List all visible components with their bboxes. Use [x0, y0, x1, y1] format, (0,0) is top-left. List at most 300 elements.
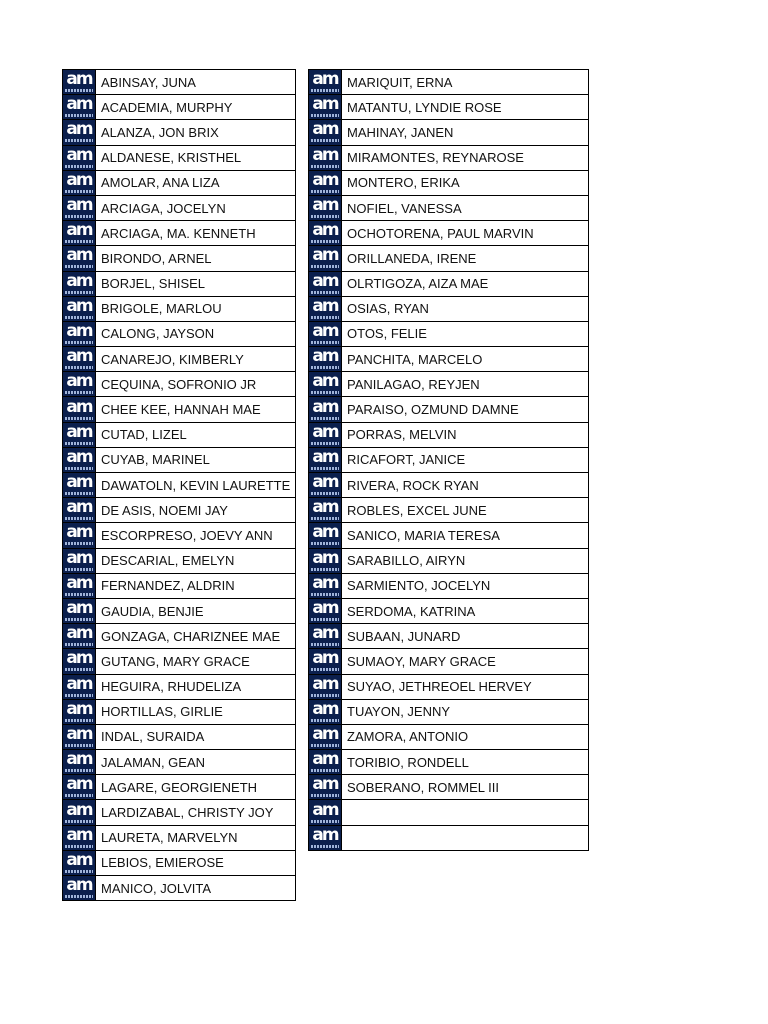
name-row: [309, 70, 589, 95]
logo-text: am: [312, 346, 338, 367]
logo-cell: [63, 321, 96, 346]
name-row: [309, 498, 589, 523]
am-logo-icon: [64, 776, 94, 798]
person-name: HEGUIRA, RHUDELIZA: [96, 674, 296, 699]
name-row: [309, 221, 589, 246]
name-row: [309, 750, 589, 775]
logo-cell: [63, 246, 96, 271]
logo-cell: [309, 775, 342, 800]
logo-text: am: [312, 320, 338, 341]
name-row: [63, 674, 296, 699]
person-name: GAUDIA, BENJIE: [96, 598, 296, 623]
logo-text: am: [312, 774, 338, 795]
am-logo-icon: [64, 650, 94, 672]
name-row: [63, 422, 296, 447]
am-logo-icon: [310, 270, 340, 295]
person-name: LAURETA, MARVELYN: [96, 825, 296, 850]
person-name: RIVERA, ROCK RYAN: [342, 473, 589, 498]
logo-subtext: [311, 769, 339, 772]
name-row: [309, 372, 589, 397]
logo-subtext: [311, 139, 339, 142]
person-name: PORRAS, MELVIN: [342, 422, 589, 447]
logo-subtext: [65, 139, 93, 142]
am-logo-icon: [64, 169, 94, 194]
logo-cell: [309, 170, 342, 195]
logo-cell: [309, 195, 342, 220]
logo-subtext: [311, 341, 339, 344]
person-name: CEQUINA, SOFRONIO JR: [96, 372, 296, 397]
person-name: SARABILLO, AIRYN: [342, 548, 589, 573]
person-name: ORILLANEDA, IRENE: [342, 246, 589, 271]
logo-cell: [63, 372, 96, 397]
logo-cell: [63, 95, 96, 120]
logo-subtext: [311, 593, 339, 596]
name-row: [309, 246, 589, 271]
am-logo-icon: [64, 96, 94, 118]
am-logo-icon: [310, 222, 340, 244]
name-row: [63, 548, 296, 573]
logo-text: am: [66, 723, 92, 744]
name-row: [309, 598, 589, 623]
logo-cell: [309, 120, 342, 145]
person-name: CHEE KEE, HANNAH MAE: [96, 397, 296, 422]
name-row: [63, 195, 296, 220]
name-row: [63, 221, 296, 246]
logo-subtext: [311, 542, 339, 545]
am-logo-icon: [64, 373, 94, 395]
person-name: LAGARE, GEORGIENETH: [96, 775, 296, 800]
am-logo-icon: [310, 144, 340, 169]
person-name: ALANZA, JON BRIX: [96, 120, 296, 145]
person-name: OCHOTORENA, PAUL MARVIN: [342, 221, 589, 246]
name-row: [63, 775, 296, 800]
logo-text: am: [312, 698, 338, 719]
logo-subtext: [311, 694, 339, 697]
logo-subtext: [65, 114, 93, 117]
logo-text: am: [66, 522, 92, 543]
name-table-left: [62, 69, 296, 901]
logo-cell: [63, 699, 96, 724]
logo-text: am: [66, 69, 92, 90]
logo-subtext: [311, 820, 339, 823]
logo-text: am: [66, 295, 92, 316]
logo-subtext: [65, 215, 93, 218]
am-logo-icon: [64, 673, 94, 698]
logo-subtext: [65, 391, 93, 394]
logo-cell: [63, 850, 96, 875]
logo-text: am: [66, 119, 92, 140]
logo-cell: [63, 624, 96, 649]
logo-text: am: [312, 723, 338, 744]
logo-text: am: [66, 774, 92, 795]
logo-text: am: [66, 144, 92, 165]
person-name: SUBAAN, JUNARD: [342, 624, 589, 649]
person-name: OSIAS, RYAN: [342, 296, 589, 321]
am-logo-icon: [64, 474, 94, 496]
person-name: OLRTIGOZA, AIZA MAE: [342, 271, 589, 296]
logo-subtext: [65, 89, 93, 92]
name-row: [63, 498, 296, 523]
person-name: ACADEMIA, MURPHY: [96, 95, 296, 120]
logo-subtext: [65, 492, 93, 495]
am-logo-icon: [310, 121, 340, 143]
logo-subtext: [311, 391, 339, 394]
logo-cell: [309, 825, 342, 850]
person-name: CANAREJO, KIMBERLY: [96, 347, 296, 372]
logo-subtext: [311, 190, 339, 193]
name-row: [63, 649, 296, 674]
logo-subtext: [311, 517, 339, 520]
logo-cell: [309, 473, 342, 498]
name-row: [63, 876, 296, 901]
logo-cell: [309, 699, 342, 724]
logo-subtext: [65, 341, 93, 344]
name-row: [63, 95, 296, 120]
logo-subtext: [65, 618, 93, 621]
am-logo-icon: [310, 698, 340, 723]
person-name: ARCIAGA, JOCELYN: [96, 195, 296, 220]
name-row: [63, 145, 296, 170]
logo-cell: [309, 95, 342, 120]
am-logo-icon: [64, 295, 94, 320]
logo-cell: [309, 598, 342, 623]
person-name: TUAYON, JENNY: [342, 699, 589, 724]
logo-subtext: [311, 291, 339, 294]
name-row: [63, 447, 296, 472]
logo-subtext: [311, 316, 339, 319]
logo-subtext: [311, 165, 339, 168]
am-logo-icon: [310, 96, 340, 118]
logo-subtext: [65, 165, 93, 168]
am-logo-icon: [64, 547, 94, 572]
am-logo-icon: [310, 373, 340, 395]
am-logo-icon: [64, 197, 94, 219]
logo-subtext: [311, 417, 339, 420]
name-row: [63, 170, 296, 195]
am-logo-icon: [64, 849, 94, 874]
person-name: DAWATOLN, KEVIN LAURETTE: [96, 473, 296, 498]
logo-text: am: [312, 119, 338, 140]
person-name: DE ASIS, NOEMI JAY: [96, 498, 296, 523]
person-name: BORJEL, SHISEL: [96, 271, 296, 296]
name-row: [63, 271, 296, 296]
logo-cell: [309, 750, 342, 775]
person-name: MIRAMONTES, REYNAROSE: [342, 145, 589, 170]
logo-subtext: [311, 744, 339, 747]
logo-text: am: [312, 195, 338, 216]
name-row: [309, 321, 589, 346]
person-name: HORTILLAS, GIRLIE: [96, 699, 296, 724]
name-row: [309, 120, 589, 145]
name-row: [309, 170, 589, 195]
logo-subtext: [65, 794, 93, 797]
person-name: RICAFORT, JANICE: [342, 447, 589, 472]
am-logo-icon: [310, 169, 340, 194]
logo-text: am: [312, 522, 338, 543]
name-table-right: [308, 69, 589, 851]
logo-subtext: [65, 668, 93, 671]
logo-subtext: [311, 114, 339, 117]
am-logo-icon: [64, 499, 94, 521]
person-name: PANCHITA, MARCELO: [342, 347, 589, 372]
person-name: SOBERANO, ROMMEL III: [342, 775, 589, 800]
logo-subtext: [311, 442, 339, 445]
name-row: [309, 523, 589, 548]
logo-cell: [309, 523, 342, 548]
logo-cell: [309, 321, 342, 346]
logo-text: am: [66, 698, 92, 719]
logo-cell: [309, 221, 342, 246]
am-logo-icon: [64, 751, 94, 773]
person-name: GUTANG, MARY GRACE: [96, 649, 296, 674]
person-name: NOFIEL, VANESSA: [342, 195, 589, 220]
logo-cell: [63, 397, 96, 422]
person-name: [342, 825, 589, 850]
person-name: PANILAGAO, REYJEN: [342, 372, 589, 397]
person-name: AMOLAR, ANA LIZA: [96, 170, 296, 195]
logo-subtext: [65, 820, 93, 823]
logo-text: am: [312, 497, 338, 518]
logo-cell: [63, 674, 96, 699]
logo-text: am: [66, 446, 92, 467]
logo-cell: [63, 145, 96, 170]
name-row: [63, 372, 296, 397]
logo-cell: [63, 825, 96, 850]
logo-subtext: [311, 240, 339, 243]
name-list-left: [63, 70, 296, 901]
am-logo-icon: [64, 421, 94, 446]
person-name: SUYAO, JETHREOEL HERVEY: [342, 674, 589, 699]
logo-subtext: [311, 89, 339, 92]
name-row: [63, 246, 296, 271]
am-logo-icon: [310, 421, 340, 446]
logo-cell: [63, 523, 96, 548]
logo-text: am: [66, 547, 92, 568]
am-logo-icon: [64, 320, 94, 345]
logo-cell: [309, 145, 342, 170]
logo-cell: [63, 221, 96, 246]
logo-subtext: [65, 442, 93, 445]
logo-subtext: [311, 467, 339, 470]
person-name: BIRONDO, ARNEL: [96, 246, 296, 271]
am-logo-icon: [310, 572, 340, 597]
logo-text: am: [66, 270, 92, 291]
person-name: INDAL, SURAIDA: [96, 724, 296, 749]
name-row: [63, 397, 296, 422]
name-row: [63, 473, 296, 498]
am-logo-icon: [64, 723, 94, 748]
logo-cell: [63, 876, 96, 901]
am-logo-icon: [310, 547, 340, 572]
name-row: [309, 649, 589, 674]
logo-cell: [63, 750, 96, 775]
am-logo-icon: [310, 650, 340, 672]
name-row: [309, 624, 589, 649]
logo-text: am: [312, 94, 338, 115]
name-row: [309, 271, 589, 296]
am-logo-icon: [310, 295, 340, 320]
name-row: [309, 800, 589, 825]
logo-text: am: [66, 472, 92, 493]
name-row: [63, 724, 296, 749]
person-name: ESCORPRESO, JOEVY ANN: [96, 523, 296, 548]
logo-cell: [309, 397, 342, 422]
logo-subtext: [65, 265, 93, 268]
logo-text: am: [66, 94, 92, 115]
logo-text: am: [312, 598, 338, 619]
logo-text: am: [66, 598, 92, 619]
logo-text: am: [66, 371, 92, 392]
name-row: [63, 296, 296, 321]
logo-text: am: [66, 623, 92, 644]
person-name: LARDIZABAL, CHRISTY JOY: [96, 800, 296, 825]
person-name: PARAISO, OZMUND DAMNE: [342, 397, 589, 422]
am-logo-icon: [310, 348, 340, 370]
logo-cell: [63, 170, 96, 195]
person-name: SERDOMA, KATRINA: [342, 598, 589, 623]
am-logo-icon: [64, 600, 94, 622]
name-row: [309, 573, 589, 598]
logo-subtext: [65, 240, 93, 243]
am-logo-icon: [310, 824, 340, 849]
logo-text: am: [312, 824, 338, 845]
logo-subtext: [311, 643, 339, 646]
logo-cell: [63, 724, 96, 749]
am-logo-icon: [310, 474, 340, 496]
logo-subtext: [65, 316, 93, 319]
name-row: [309, 296, 589, 321]
name-row: [63, 624, 296, 649]
am-logo-icon: [64, 698, 94, 723]
person-name: CUTAD, LIZEL: [96, 422, 296, 447]
logo-subtext: [311, 719, 339, 722]
name-row: [309, 422, 589, 447]
person-name: [342, 800, 589, 825]
am-logo-icon: [64, 877, 94, 899]
logo-cell: [309, 296, 342, 321]
am-logo-icon: [310, 673, 340, 698]
person-name: ARCIAGA, MA. KENNETH: [96, 221, 296, 246]
logo-cell: [63, 775, 96, 800]
logo-text: am: [312, 169, 338, 190]
am-logo-icon: [64, 824, 94, 849]
logo-text: am: [66, 749, 92, 770]
name-row: [309, 347, 589, 372]
logo-cell: [63, 598, 96, 623]
am-logo-icon: [310, 247, 340, 269]
name-row: [309, 674, 589, 699]
logo-subtext: [311, 845, 339, 848]
logo-cell: [63, 347, 96, 372]
logo-text: am: [66, 497, 92, 518]
person-name: ROBLES, EXCEL JUNE: [342, 498, 589, 523]
name-row: [63, 850, 296, 875]
logo-cell: [63, 447, 96, 472]
am-logo-icon: [310, 776, 340, 798]
am-logo-icon: [310, 499, 340, 521]
logo-text: am: [312, 547, 338, 568]
logo-cell: [63, 195, 96, 220]
logo-text: am: [66, 648, 92, 669]
name-row: [63, 825, 296, 850]
am-logo-icon: [310, 71, 340, 93]
am-logo-icon: [64, 144, 94, 169]
logo-cell: [63, 498, 96, 523]
logo-subtext: [311, 668, 339, 671]
am-logo-icon: [64, 572, 94, 597]
logo-subtext: [65, 291, 93, 294]
logo-subtext: [311, 492, 339, 495]
logo-text: am: [312, 69, 338, 90]
am-logo-icon: [310, 625, 340, 647]
person-name: MATANTU, LYNDIE ROSE: [342, 95, 589, 120]
name-row: [63, 598, 296, 623]
person-name: FERNANDEZ, ALDRIN: [96, 573, 296, 598]
logo-text: am: [312, 396, 338, 417]
logo-cell: [309, 70, 342, 95]
person-name: GONZAGA, CHARIZNEE MAE: [96, 624, 296, 649]
name-row: [63, 800, 296, 825]
person-name: SUMAOY, MARY GRACE: [342, 649, 589, 674]
am-logo-icon: [64, 222, 94, 244]
am-logo-icon: [310, 320, 340, 345]
logo-text: am: [66, 195, 92, 216]
person-name: CALONG, JAYSON: [96, 321, 296, 346]
person-name: MAHINAY, JANEN: [342, 120, 589, 145]
logo-cell: [309, 674, 342, 699]
am-logo-icon: [310, 600, 340, 622]
name-row: [63, 523, 296, 548]
logo-text: am: [312, 295, 338, 316]
logo-text: am: [66, 220, 92, 241]
logo-text: am: [312, 572, 338, 593]
logo-text: am: [66, 849, 92, 870]
person-name: LEBIOS, EMIEROSE: [96, 850, 296, 875]
am-logo-icon: [64, 799, 94, 824]
logo-text: am: [66, 169, 92, 190]
logo-text: am: [66, 396, 92, 417]
logo-text: am: [312, 749, 338, 770]
am-logo-icon: [310, 396, 340, 421]
name-row: [309, 775, 589, 800]
logo-text: am: [66, 346, 92, 367]
person-name: JALAMAN, GEAN: [96, 750, 296, 775]
logo-cell: [309, 800, 342, 825]
logo-text: am: [312, 220, 338, 241]
logo-cell: [309, 422, 342, 447]
name-row: [309, 447, 589, 472]
logo-cell: [309, 724, 342, 749]
person-name: BRIGOLE, MARLOU: [96, 296, 296, 321]
name-row: [309, 548, 589, 573]
am-logo-icon: [310, 446, 340, 471]
logo-text: am: [312, 371, 338, 392]
logo-subtext: [65, 190, 93, 193]
logo-subtext: [311, 215, 339, 218]
logo-text: am: [312, 270, 338, 291]
logo-subtext: [65, 568, 93, 571]
name-row: [63, 750, 296, 775]
logo-text: am: [312, 472, 338, 493]
am-logo-icon: [310, 197, 340, 219]
logo-subtext: [65, 366, 93, 369]
logo-text: am: [312, 799, 338, 820]
person-name: ABINSAY, JUNA: [96, 70, 296, 95]
logo-subtext: [65, 719, 93, 722]
logo-text: am: [66, 572, 92, 593]
name-row: [309, 699, 589, 724]
logo-cell: [309, 548, 342, 573]
